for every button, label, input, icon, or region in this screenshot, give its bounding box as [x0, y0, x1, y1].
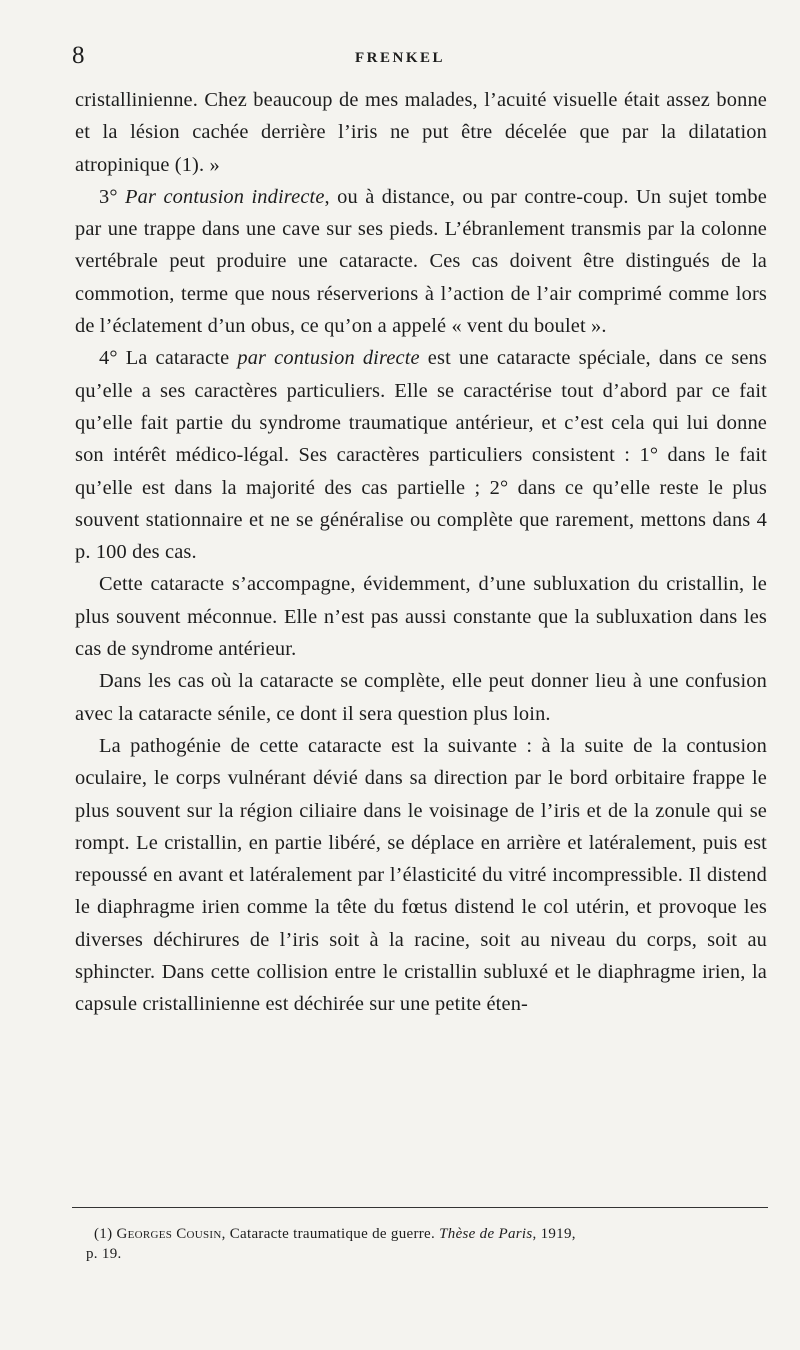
paragraph-4-text: Cette cataracte s’accompagne, évidemment, d’une subluxation du cristallin, le plus souvent méconnue. Elle n’est pas aussi constante que la subluxation dans les cas de syndrome antérieur.	[75, 573, 767, 661]
footnote-tail: , 1919,	[532, 1226, 576, 1242]
paragraph-3-lead: 4° La cataracte	[99, 347, 238, 370]
paragraph-3-italic: par contusion directe	[237, 347, 420, 370]
paragraph-2	[75, 181, 767, 342]
footnote-italic: Thèse de Paris	[439, 1226, 533, 1242]
footnote-marker: (1)	[94, 1226, 117, 1242]
paragraph-6-text: La pathogénie de cette cataracte est la suivante : à la suite de la contusion oculaire, le corps vulnérant dévié dans sa direction par le bord orbitaire frappe le plus souvent sur la région ciliaire dans le voisinage de l’iris et de la zonule qui se rompt. Le cristallin, en partie libéré, se déplace en arrière et latéralement, puis est repoussé en avant et latéralement par l’élasticité du vitré incompressible. Il distend le diaphragme irien comme la tête du fœtus distend le col utérin, et provoque les diverses déchirures de l’iris soit à la racine, soit au niveau du corps, soit au sphincter. Dans cette collision entre le cristallin subluxé et le diaphragme irien, la capsule cristallinienne est déchirée sur une petite éten-	[75, 734, 767, 1016]
paragraph-2-text: , ou à distance, ou par contre-coup. Un sujet tombe par une trappe dans une cave sur ses pieds. L’ébranlement transmis par la colonne vertébrale peut produire une cataracte. Ces cas doivent être distingués de la commotion, terme que nous réserverions à l’action de l’air comprimé comme lors de l’éclatement d’un obus, ce qu’on a appelé « vent du boulet ».	[75, 185, 767, 338]
paragraph-3	[75, 342, 767, 568]
paragraph-6	[75, 730, 767, 1021]
paragraph-1-text: cristallinienne. Chez beaucoup de mes malades, l’acuité visuelle était assez bonne et la lésion cachée derrière l’iris ne put être décelée que par la dilatation atropinique (1). »	[75, 89, 767, 176]
page-number: 8	[72, 42, 85, 69]
paragraph-4	[75, 568, 767, 665]
page-header	[0, 40, 800, 80]
paragraph-2-lead: 3°	[99, 185, 126, 208]
footnote-author: Georges Cousin	[116, 1226, 222, 1242]
paragraph-5-text: Dans les cas où la cataracte se complète, elle peut donner lieu à une confusion avec la cataracte sénile, ce dont il sera question plus loin.	[75, 670, 767, 725]
footnote-continuation: p. 19.	[86, 1246, 122, 1262]
paragraph-1	[75, 84, 767, 181]
body-text	[75, 84, 767, 1021]
paragraph-3-text: est une cataracte spéciale, dans ce sens qu’elle a ses caractères particuliers. Elle se caractérise tout d’abord par ce fait qu’elle fait partie du syndrome traumatique antérieur, et c’est cela qui lui donne son intérêt médico-légal. Ses caractères particuliers consistent : 1° dans le fait qu’elle est dans la majorité des cas partielle ; 2° dans ce qu’elle reste le plus souvent stationnaire et ne se généralise ou complète que rarement, mettons dans 4 p. 100 des cas.	[75, 347, 767, 564]
footnote-rule	[72, 1207, 768, 1208]
running-head: FRENKEL	[354, 50, 445, 66]
paragraph-5	[75, 665, 767, 730]
footnote	[86, 1224, 770, 1264]
paragraph-2-italic: Par contusion indirecte	[125, 185, 325, 208]
footnote-text: , Cataracte traumatique de guerre.	[221, 1226, 440, 1242]
